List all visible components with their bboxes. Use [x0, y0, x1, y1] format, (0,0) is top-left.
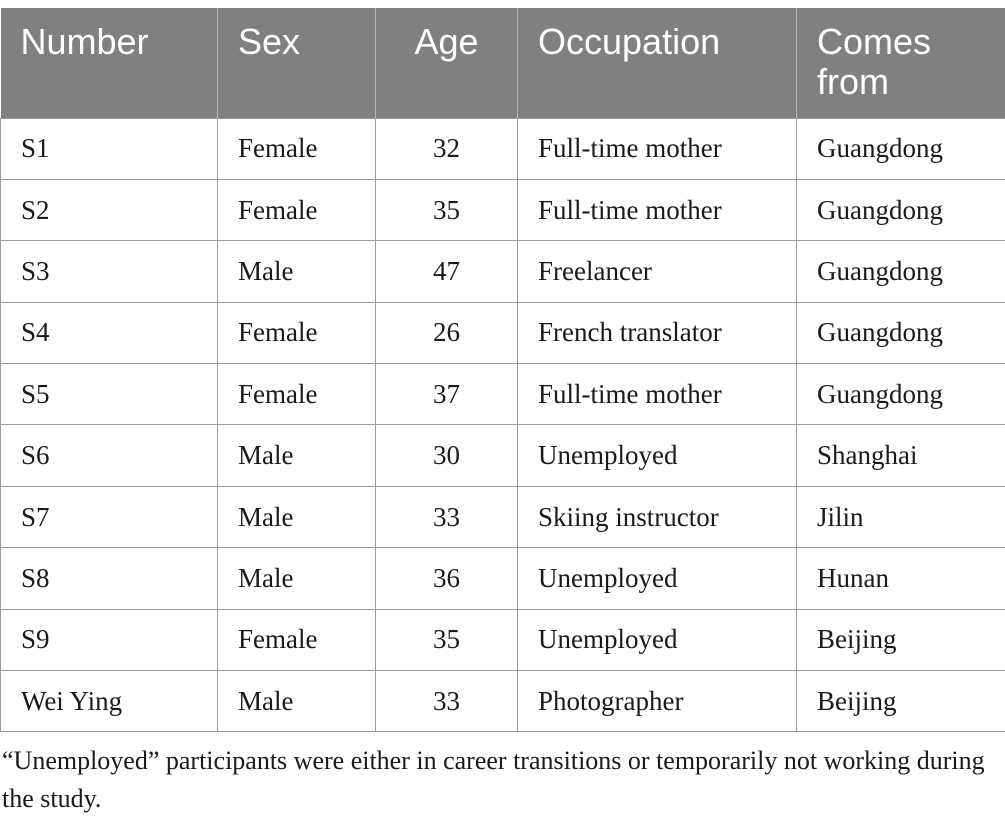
table-row: [1, 671, 1005, 732]
cell-age: 37: [376, 364, 518, 425]
cell-occupation: Unemployed: [518, 548, 797, 609]
cell-occupation: Full-time mother: [518, 179, 797, 240]
cell-number: S6: [1, 425, 218, 486]
cell-comes-from: Guangdong: [797, 364, 1005, 425]
cell-occupation: French translator: [518, 302, 797, 363]
cell-age: 32: [376, 118, 518, 179]
table-row: [1, 302, 1005, 363]
cell-sex: Male: [218, 486, 376, 547]
header-occupation: Occupation: [518, 8, 797, 118]
cell-comes-from: Guangdong: [797, 241, 1005, 302]
cell-comes-from: Jilin: [797, 486, 1005, 547]
cell-sex: Female: [218, 118, 376, 179]
cell-comes-from: Hunan: [797, 548, 1005, 609]
cell-comes-from: Beijing: [797, 609, 1005, 670]
table-row: [1, 118, 1005, 179]
cell-sex: Male: [218, 671, 376, 732]
cell-occupation: Unemployed: [518, 425, 797, 486]
table-row: [1, 364, 1005, 425]
cell-comes-from: Guangdong: [797, 302, 1005, 363]
cell-comes-from: Guangdong: [797, 179, 1005, 240]
cell-age: 35: [376, 609, 518, 670]
cell-age: 33: [376, 486, 518, 547]
cell-occupation: Photographer: [518, 671, 797, 732]
cell-comes-from: Shanghai: [797, 425, 1005, 486]
cell-sex: Female: [218, 609, 376, 670]
cell-age: 47: [376, 241, 518, 302]
cell-number: S3: [1, 241, 218, 302]
cell-age: 35: [376, 179, 518, 240]
cell-number: S8: [1, 548, 218, 609]
header-number: Number: [1, 8, 218, 118]
cell-number: S9: [1, 609, 218, 670]
cell-sex: Female: [218, 364, 376, 425]
cell-comes-from: Guangdong: [797, 118, 1005, 179]
table-row: [1, 548, 1005, 609]
cell-age: 33: [376, 671, 518, 732]
cell-occupation: Freelancer: [518, 241, 797, 302]
cell-number: S1: [1, 118, 218, 179]
header-row: [1, 8, 1005, 118]
table-body: [1, 118, 1005, 732]
table-header: [1, 8, 1005, 118]
cell-occupation: Skiing instructor: [518, 486, 797, 547]
cell-sex: Female: [218, 302, 376, 363]
table-footnote: “Unemployed” participants were either in career transitions or temporarily not working during the study.: [2, 746, 985, 813]
header-sex: Sex: [218, 8, 376, 118]
cell-age: 36: [376, 548, 518, 609]
cell-age: 30: [376, 425, 518, 486]
cell-comes-from: Beijing: [797, 671, 1005, 732]
cell-number: S5: [1, 364, 218, 425]
header-age: Age: [376, 8, 518, 118]
cell-sex: Female: [218, 179, 376, 240]
cell-number: Wei Ying: [1, 671, 218, 732]
table-row: [1, 241, 1005, 302]
cell-sex: Male: [218, 425, 376, 486]
cell-occupation: Full-time mother: [518, 118, 797, 179]
cell-sex: Male: [218, 548, 376, 609]
cell-occupation: Unemployed: [518, 609, 797, 670]
cell-sex: Male: [218, 241, 376, 302]
participants-table-container: [0, 8, 1005, 732]
table-row: [1, 425, 1005, 486]
header-comes-from: Comes from: [797, 8, 1005, 118]
cell-number: S7: [1, 486, 218, 547]
cell-number: S2: [1, 179, 218, 240]
cell-age: 26: [376, 302, 518, 363]
participants-table: [0, 8, 1005, 732]
table-row: [1, 486, 1005, 547]
cell-number: S4: [1, 302, 218, 363]
table-row: [1, 609, 1005, 670]
cell-occupation: Full-time mother: [518, 364, 797, 425]
table-row: [1, 179, 1005, 240]
